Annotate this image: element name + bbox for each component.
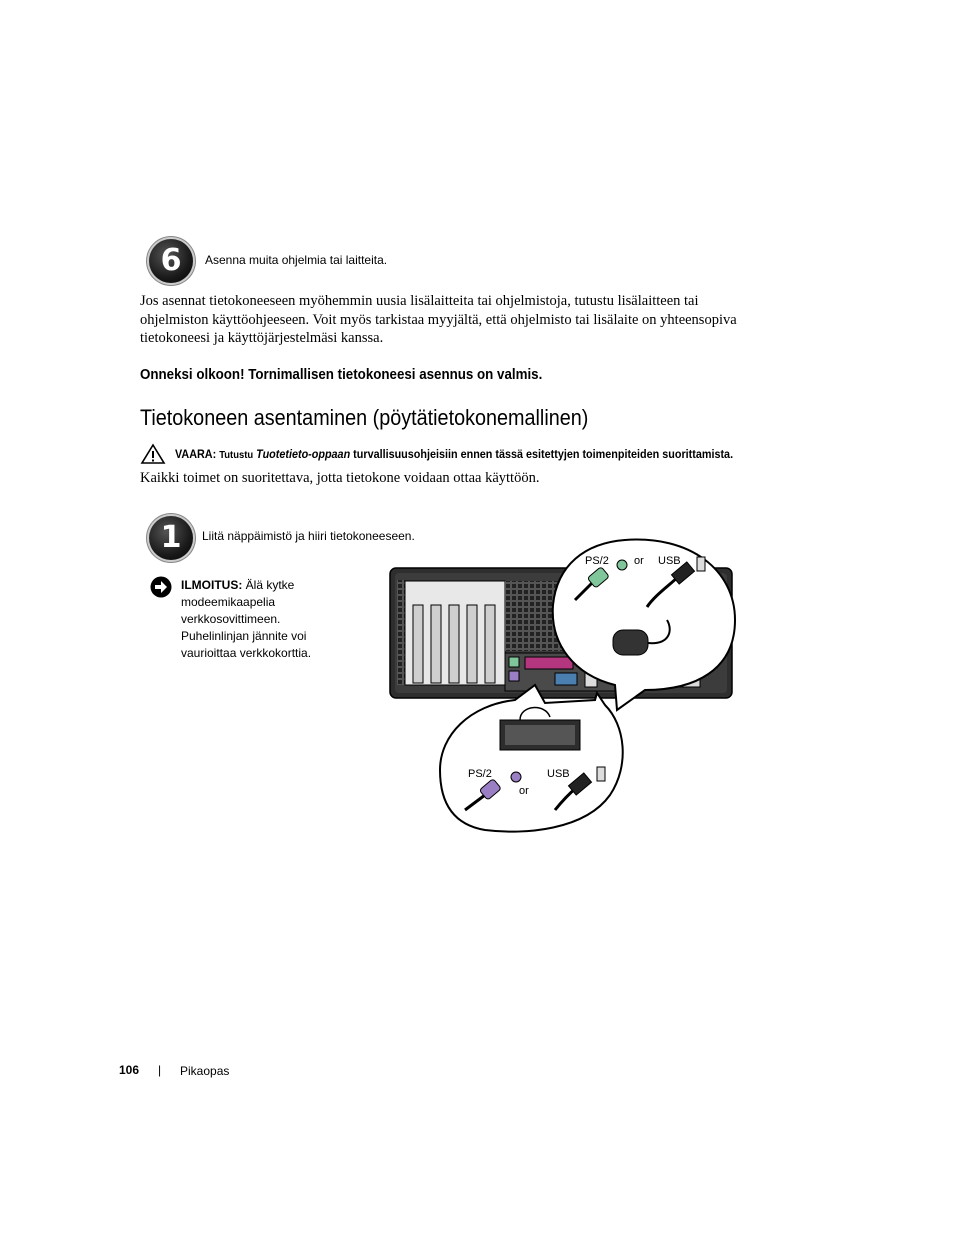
warning-label: VAARA:: [175, 447, 217, 461]
notice-label: ILMOITUS:: [181, 578, 243, 592]
warning-icon: [140, 443, 166, 465]
step-1-badge: 1: [149, 516, 193, 560]
mouse-or-label: or: [634, 555, 644, 567]
all-steps-text: Kaikki toimet on suoritettava, jotta tietokone voidaan ottaa käyttöön.: [140, 470, 540, 486]
mouse-usb-label: USB: [658, 555, 681, 567]
intro-line-1: Jos asennat tietokoneeseen myöhemmin uusia lisälaitteita tai ohjelmistoja, tutustu lisälaitteen tai: [140, 293, 699, 309]
step-6-text: Asenna muita ohjelmia tai laitteita.: [205, 253, 388, 267]
congrats-heading: Onneksi olkoon! Tornimallisen tietokoneesi asennus on valmis.: [140, 367, 543, 383]
intro-line-3: tietokoneesi ja käyttöjärjestelmäsi kanssa.: [140, 330, 384, 346]
keyboard-usb-label: USB: [547, 768, 570, 780]
notice-line-3: verkkosovittimeen.: [181, 612, 281, 626]
warning-post: turvallisuusohjeisiin ennen tässä esitettyjen toimenpiteiden suorittamista.: [353, 447, 734, 461]
notice-line-4: Puhelinlinjan jännite voi: [181, 629, 307, 643]
footer-section: Pikaopas: [180, 1064, 230, 1078]
warning-text: [175, 447, 733, 461]
notice-line-5: vaurioittaa verkkokorttia.: [181, 646, 312, 660]
page-number: 106: [119, 1063, 140, 1077]
notice-arrow-icon: [150, 576, 172, 598]
intro-paragraph: [140, 292, 840, 348]
connection-illustration: [385, 535, 745, 835]
warning-italic: Tuotetieto-oppaan: [256, 447, 351, 461]
notice-text: [181, 577, 351, 662]
keyboard-or-label: or: [519, 785, 529, 797]
intro-line-2: ohjelmiston käyttöohjeeseen. Voit myös tarkistaa myyjältä, että ohjelmisto tai lisälaite on yhteensopiva: [140, 311, 737, 328]
keyboard-ps2-label: PS/2: [468, 768, 492, 780]
notice-line-2: modeemikaapelia: [181, 595, 276, 609]
notice-line-1: Älä kytke: [245, 578, 295, 592]
footer-separator: |: [158, 1063, 162, 1077]
step-1-text: Liitä näppäimistö ja hiiri tietokoneeseen.: [202, 529, 415, 543]
step-6-badge: 6: [149, 239, 193, 283]
section-heading: Tietokoneen asentaminen (pöytätietokonemallinen): [140, 405, 589, 430]
keyboard-callout: [440, 685, 623, 832]
mouse-ps2-label: PS/2: [585, 555, 609, 567]
warning-pre: Tutustu: [219, 449, 254, 461]
